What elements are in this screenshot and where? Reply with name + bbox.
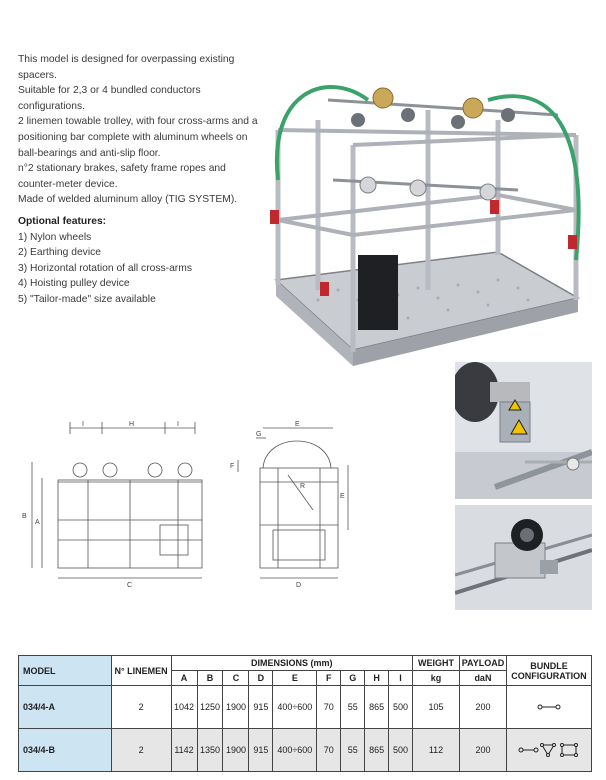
dim-label-e-top: E — [295, 421, 300, 428]
optional-item: 1) Nylon wheels — [18, 231, 92, 243]
optional-item: 3) Horizontal rotation of all cross-arms — [18, 262, 192, 274]
dim-cell: 865 — [365, 729, 389, 772]
dim-label-a: A — [35, 519, 40, 526]
dim-label-i2: I — [177, 421, 179, 428]
dimensions-header: DIMENSIONS (mm) — [171, 656, 413, 671]
weight-cell: 112 — [413, 729, 460, 772]
model-header: MODEL — [19, 656, 112, 686]
dim-cell: 865 — [365, 686, 389, 729]
dim-letter: A — [171, 671, 197, 686]
dim-cell: 1042 — [171, 686, 197, 729]
weight-unit: kg — [413, 671, 460, 686]
optional-features-title: Optional features: — [18, 215, 107, 227]
dim-label-g: G — [256, 431, 262, 438]
dim-letter: E — [273, 671, 317, 686]
weight-header: WEIGHT — [413, 656, 460, 671]
dim-label-b: B — [22, 513, 27, 520]
multi-conductor-icon — [518, 743, 580, 757]
optional-item: 4) Hoisting pulley device — [18, 278, 130, 290]
payload-cell: 200 — [459, 686, 506, 729]
dim-cell: 1900 — [223, 686, 249, 729]
dim-label-e-side: E — [340, 493, 345, 500]
weight-cell: 105 — [413, 686, 460, 729]
spec-table — [18, 655, 592, 772]
dim-cell: 400÷600 — [273, 729, 317, 772]
front-view-drawing — [20, 420, 215, 590]
dim-cell: 1250 — [197, 686, 223, 729]
dim-label-d: D — [296, 582, 302, 589]
desc-line: This model is designed for overpassing existing spacers. — [18, 54, 235, 81]
dim-letter: D — [249, 671, 273, 686]
dim-cell: 70 — [317, 686, 341, 729]
description-block — [18, 52, 263, 308]
side-view-drawing — [228, 420, 353, 590]
dim-cell: 70 — [317, 729, 341, 772]
model-cell: 034/4-B — [19, 729, 112, 772]
desc-line: Suitable for 2,3 or 4 bundled conductors configurations. — [18, 85, 201, 112]
optional-item: 2) Earthing device — [18, 247, 101, 259]
dim-letter: I — [389, 671, 413, 686]
bundle-cell — [506, 729, 591, 772]
table-header-row — [19, 656, 592, 671]
linemen-header: N° LINEMEN — [111, 656, 171, 686]
desc-line: n°2 stationary brakes, safety frame ropes and — [18, 163, 226, 175]
dim-letter: G — [341, 671, 365, 686]
dim-letter: B — [197, 671, 223, 686]
desc-line: ball-bearings and anti-slip floor. — [18, 147, 161, 159]
payload-unit: daN — [459, 671, 506, 686]
dim-label-h: H — [129, 421, 135, 428]
desc-line: positioning bar complete with aluminum wheels on — [18, 131, 248, 143]
dim-cell: 915 — [249, 729, 273, 772]
dim-cell: 1142 — [171, 729, 197, 772]
bundle-header: BUNDLE CONFIGURATION — [506, 656, 591, 686]
dim-label-i1: I — [82, 421, 84, 428]
dim-label-f: F — [230, 463, 235, 470]
table-row — [19, 729, 592, 772]
payload-cell: 200 — [459, 729, 506, 772]
dim-letter: C — [223, 671, 249, 686]
dim-cell: 55 — [341, 729, 365, 772]
desc-line: counter-meter device. — [18, 178, 118, 190]
optional-item: 5) "Tailor-made" size available — [18, 293, 156, 305]
trolley-photo — [258, 60, 592, 380]
dim-cell: 500 — [389, 686, 413, 729]
dim-cell: 1350 — [197, 729, 223, 772]
dim-label-r: R — [300, 483, 306, 490]
linemen-cell: 2 — [111, 729, 171, 772]
dim-cell: 55 — [341, 686, 365, 729]
dim-label-c: C — [127, 582, 133, 589]
dim-letter: H — [365, 671, 389, 686]
linemen-cell: 2 — [111, 686, 171, 729]
bundle-cell — [506, 686, 591, 729]
dim-cell: 1900 — [223, 729, 249, 772]
payload-header: PAYLOAD — [459, 656, 506, 671]
detail-photo-wheel — [455, 505, 592, 610]
dim-cell: 500 — [389, 729, 413, 772]
desc-line: 2 linemen towable trolley, with four cross-arms and a — [18, 116, 258, 128]
model-cell: 034/4-A — [19, 686, 112, 729]
detail-photo-brake — [455, 362, 592, 499]
desc-line: Made of welded aluminum alloy (TIG SYSTEM). — [18, 194, 238, 206]
single-conductor-icon — [537, 703, 561, 711]
dim-cell: 400÷600 — [273, 686, 317, 729]
table-row — [19, 686, 592, 729]
dim-cell: 915 — [249, 686, 273, 729]
dim-letter: F — [317, 671, 341, 686]
